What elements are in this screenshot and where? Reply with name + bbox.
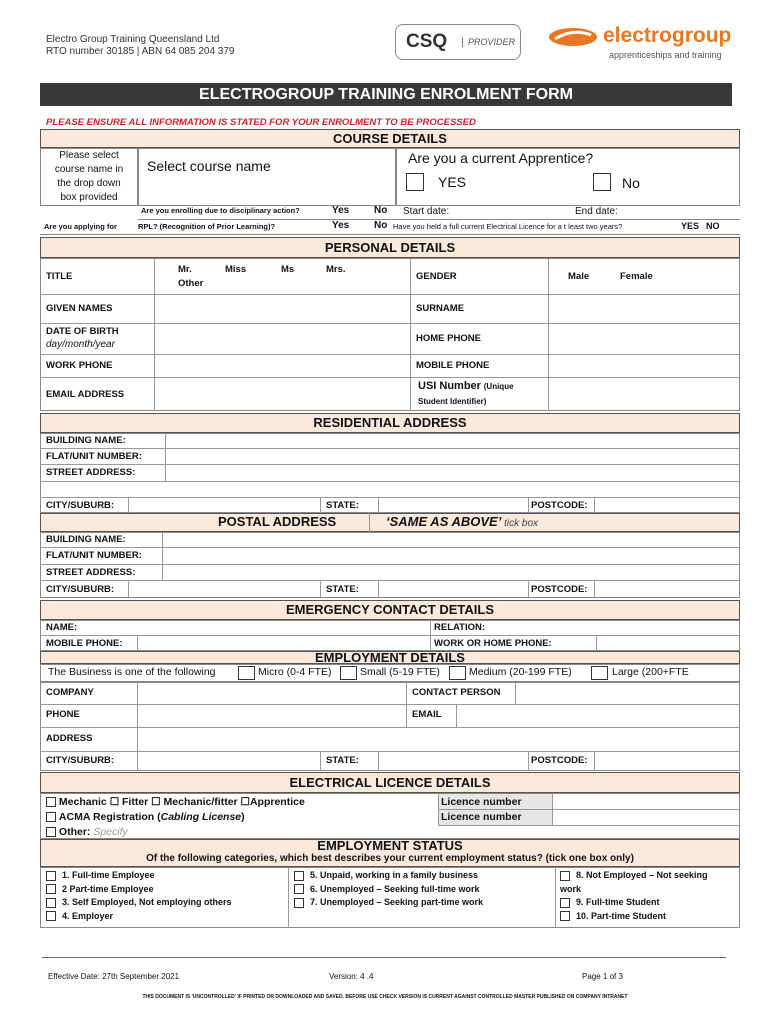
end-date-label: End date: [575, 206, 618, 217]
home-phone-label: HOME PHONE [416, 333, 481, 344]
medium-checkbox[interactable] [449, 666, 466, 680]
apprentice-yes-checkbox[interactable] [406, 173, 424, 191]
other-licence-label: Other: [58, 826, 91, 838]
status-col-1 [46, 869, 232, 923]
licence-yes[interactable]: YES [681, 221, 700, 231]
postal-grid [40, 532, 740, 598]
status-option-2[interactable] [46, 883, 232, 897]
employer-phone-label: PHONE [46, 709, 80, 720]
res-flat-label: FLAT/UNIT NUMBER: [46, 451, 142, 462]
status-option-10[interactable] [560, 910, 708, 924]
electrogroup-swoosh-icon [547, 26, 599, 48]
electrogroup-logo [547, 24, 747, 64]
effective-date: Effective Date: 27th September 2021 [48, 972, 180, 981]
acma-close: ) [241, 811, 245, 823]
postal-flat-label: FLAT/UNIT NUMBER: [46, 550, 142, 561]
electrogroup-logo-text: electrogroup [603, 24, 732, 47]
disciplinary-yes[interactable]: Yes [332, 205, 350, 216]
employer-state-label: STATE: [326, 755, 359, 766]
usi-label [418, 380, 514, 392]
status-option-4-label: 4. Employer [62, 910, 114, 921]
course-details-heading: COURSE DETAILS [40, 129, 740, 148]
version: Version: 4 .4 [329, 972, 374, 981]
course-instructions [40, 148, 138, 206]
rpl-question [138, 222, 275, 231]
acma-row[interactable] [46, 811, 245, 823]
company-label: COMPANY [46, 687, 94, 698]
employment-status-heading: EMPLOYMENT STATUS [317, 838, 463, 853]
title-option-other[interactable]: Other [178, 278, 204, 289]
title-option-ms[interactable]: Ms [281, 264, 295, 275]
status-option-6[interactable] [294, 883, 483, 897]
employer-postcode-label: POSTCODE: [531, 755, 588, 766]
status-option-8-label: 8. Not Employed – Not seeking [576, 870, 708, 880]
small-label: Small (5-19 FTE) [360, 666, 440, 678]
mobile-phone-label: MOBILE PHONE [416, 360, 490, 371]
org-line-1: Electro Group Training Queensland Ltd [46, 34, 220, 45]
given-names-label: GIVEN NAMES [46, 303, 113, 314]
employer-address-label: ADDRESS [46, 733, 93, 744]
notice-text: PLEASE ENSURE ALL INFORMATION IS STATED FOR YOUR ENROLMENT TO BE PROCESSED [46, 117, 476, 128]
rpl-prefix: Are you applying for [44, 222, 117, 231]
tick-box-text: tick box [504, 518, 539, 529]
acma-checkbox[interactable] [46, 812, 56, 822]
licence-types-text: Mechanic ☐ Fitter ☐ Mechanic/fitter ☐Apprentice [58, 796, 305, 808]
status-option-10-label: 10. Part-time Student [576, 910, 667, 921]
email-address-label: EMAIL ADDRESS [46, 389, 125, 400]
same-as-above-text: ‘SAME AS ABOVE’ [386, 514, 502, 529]
uncontrolled-disclaimer: THIS DOCUMENT IS 'UNCONTROLLED' IF PRINTED OR DOWNLOADED AND SAVED. BEFORE USE CHECK VERSION IS CURRENT AGAINST CONTROLLED MASTER PUBLISHED ON COMPANY INTRANET [142, 994, 628, 1000]
status-option-3[interactable] [46, 896, 232, 910]
page-number: Page 1 of 3 [582, 972, 623, 981]
page-title: ELECTROGROUP TRAINING ENROLMENT FORM [40, 83, 732, 106]
res-postcode-label: POSTCODE: [531, 500, 588, 511]
res-street-label: STREET ADDRESS: [46, 467, 136, 478]
emergency-name-label: NAME: [46, 622, 78, 633]
status-option-8-cont: work [560, 883, 582, 894]
usi-note-2: Student Identifier) [418, 397, 487, 406]
postal-same-as-above[interactable] [386, 514, 538, 529]
res-building-label: BUILDING NAME: [46, 435, 126, 446]
status-option-1-label: 1. Full-time Employee [62, 870, 155, 880]
business-size-question: The Business is one of the following [48, 666, 216, 678]
acma-label: ACMA Registration ( [58, 811, 161, 823]
title-option-mrs[interactable]: Mrs. [326, 264, 346, 275]
postal-postcode-label: POSTCODE: [531, 584, 588, 595]
instruction-line-4: box provided [60, 192, 118, 203]
status-option-9-label: 9. Full-time Student [576, 897, 660, 907]
postal-building-label: BUILDING NAME: [46, 534, 126, 545]
status-option-7[interactable] [294, 896, 483, 910]
surname-label: SURNAME [416, 303, 465, 314]
licence-number-label-2: Licence number [441, 811, 522, 823]
emergency-mobile-label: MOBILE PHONE: [46, 638, 123, 649]
status-option-8[interactable] [560, 869, 708, 883]
small-checkbox[interactable] [340, 666, 357, 680]
status-option-4[interactable] [46, 910, 232, 924]
csq-provider-text: PROVIDER [462, 37, 515, 47]
employment-status-question: Of the following categories, which best describes your current employment status? (tick one box only) [146, 853, 634, 864]
res-state-label: STATE: [326, 500, 359, 511]
emergency-work-home-label: WORK OR HOME PHONE: [434, 638, 552, 649]
disciplinary-no[interactable]: No [374, 205, 388, 216]
apprentice-yes-label: YES [438, 174, 467, 190]
title-option-mr[interactable]: Mr. [178, 264, 192, 275]
gender-label: GENDER [416, 271, 457, 282]
course-name-select[interactable]: Select course name [138, 148, 396, 206]
other-licence-checkbox[interactable] [46, 827, 56, 837]
status-option-1[interactable] [46, 869, 232, 883]
dob-label: DATE OF BIRTH [46, 326, 119, 337]
status-option-7-label: 7. Unemployed – Seeking part-time work [310, 897, 484, 907]
specify-placeholder: Specify [93, 826, 128, 838]
status-option-5-label: 5. Unpaid, working in a family business [310, 870, 479, 880]
res-city-label: CITY/SUBURB: [46, 500, 115, 511]
rpl-no[interactable]: No [374, 220, 388, 231]
status-option-3-label: 3. Self Employed, Not employing others [62, 897, 232, 907]
medium-label: Medium (20-199 FTE) [469, 666, 572, 678]
csq-logo [395, 24, 521, 60]
status-col-2 [294, 869, 483, 910]
micro-label: Micro (0-4 FTE) [258, 666, 332, 678]
employment-details-heading: EMPLOYMENT DETAILS [40, 651, 740, 664]
work-phone-label: WORK PHONE [46, 360, 113, 371]
emergency-contact-heading: EMERGENCY CONTACT DETAILS [40, 600, 740, 620]
start-date-label: Start date: [403, 206, 450, 217]
org-line-2: RTO number 30185 | ABN 64 085 204 379 [46, 46, 235, 57]
emergency-relation-label: RELATION: [434, 622, 486, 633]
licence-two-years-question: Have you held a full current Electrical Licence for a t least two years? [393, 222, 623, 231]
instruction-line-3: the drop down [57, 178, 121, 189]
licence-details-heading: ELECTRICAL LICENCE DETAILS [40, 772, 740, 793]
usi-note-1: (Unique [483, 382, 514, 391]
footer-divider [42, 957, 726, 958]
instruction-line-1: Please select [59, 150, 119, 161]
licence-type-row[interactable] [46, 796, 305, 808]
gender-female[interactable]: Female [620, 271, 653, 282]
gender-male[interactable]: Male [568, 271, 590, 282]
apprentice-no-label: No [622, 175, 640, 191]
residential-address-heading: RESIDENTIAL ADDRESS [40, 413, 740, 433]
dob-format: day/month/year [46, 339, 115, 350]
acma-cabling: Cabling License [160, 811, 242, 823]
employer-email-label: EMAIL [412, 709, 442, 720]
licence-number-label-1: Licence number [441, 796, 522, 808]
micro-checkbox[interactable] [238, 666, 255, 680]
status-option-2-label: 2 Part-time Employee [62, 883, 154, 894]
electrogroup-tagline: apprenticeships and training [609, 50, 722, 60]
instruction-line-2: course name in [54, 164, 124, 175]
large-label: Large (200+FTE [612, 666, 689, 678]
personal-details-heading: PERSONAL DETAILS [40, 237, 740, 258]
rpl-yes[interactable]: Yes [332, 220, 350, 231]
usi-number-label: USI Number [418, 380, 481, 392]
status-option-5[interactable] [294, 869, 483, 883]
disciplinary-question: Are you enrolling due to disciplinary action? [141, 206, 300, 215]
residential-grid [40, 433, 740, 513]
postal-state-label: STATE: [326, 584, 359, 595]
title-label: TITLE [46, 271, 73, 282]
employer-city-label: CITY/SUBURB: [46, 755, 115, 766]
status-col-3 [560, 869, 708, 923]
postal-address-heading: POSTAL ADDRESS [218, 514, 337, 529]
status-option-9[interactable] [560, 896, 708, 910]
postal-street-label: STREET ADDRESS: [46, 567, 136, 578]
postal-city-label: CITY/SUBURB: [46, 584, 115, 595]
apprentice-question: Are you a current Apprentice? [408, 150, 594, 166]
large-checkbox[interactable] [591, 666, 608, 680]
other-licence-row[interactable] [46, 826, 128, 838]
apprentice-no-checkbox[interactable] [593, 173, 611, 191]
csq-logo-text: CSQ [406, 31, 448, 52]
status-option-6-label: 6. Unemployed – Seeking full-time work [310, 883, 480, 894]
contact-person-label: CONTACT PERSON [412, 687, 501, 698]
title-option-miss[interactable]: Miss [225, 264, 247, 275]
mechanic-checkbox[interactable] [46, 797, 56, 807]
licence-no[interactable]: NO [706, 221, 720, 231]
rpl-question-text: RPL? (Recognition of Prior Learning)? [138, 222, 276, 231]
